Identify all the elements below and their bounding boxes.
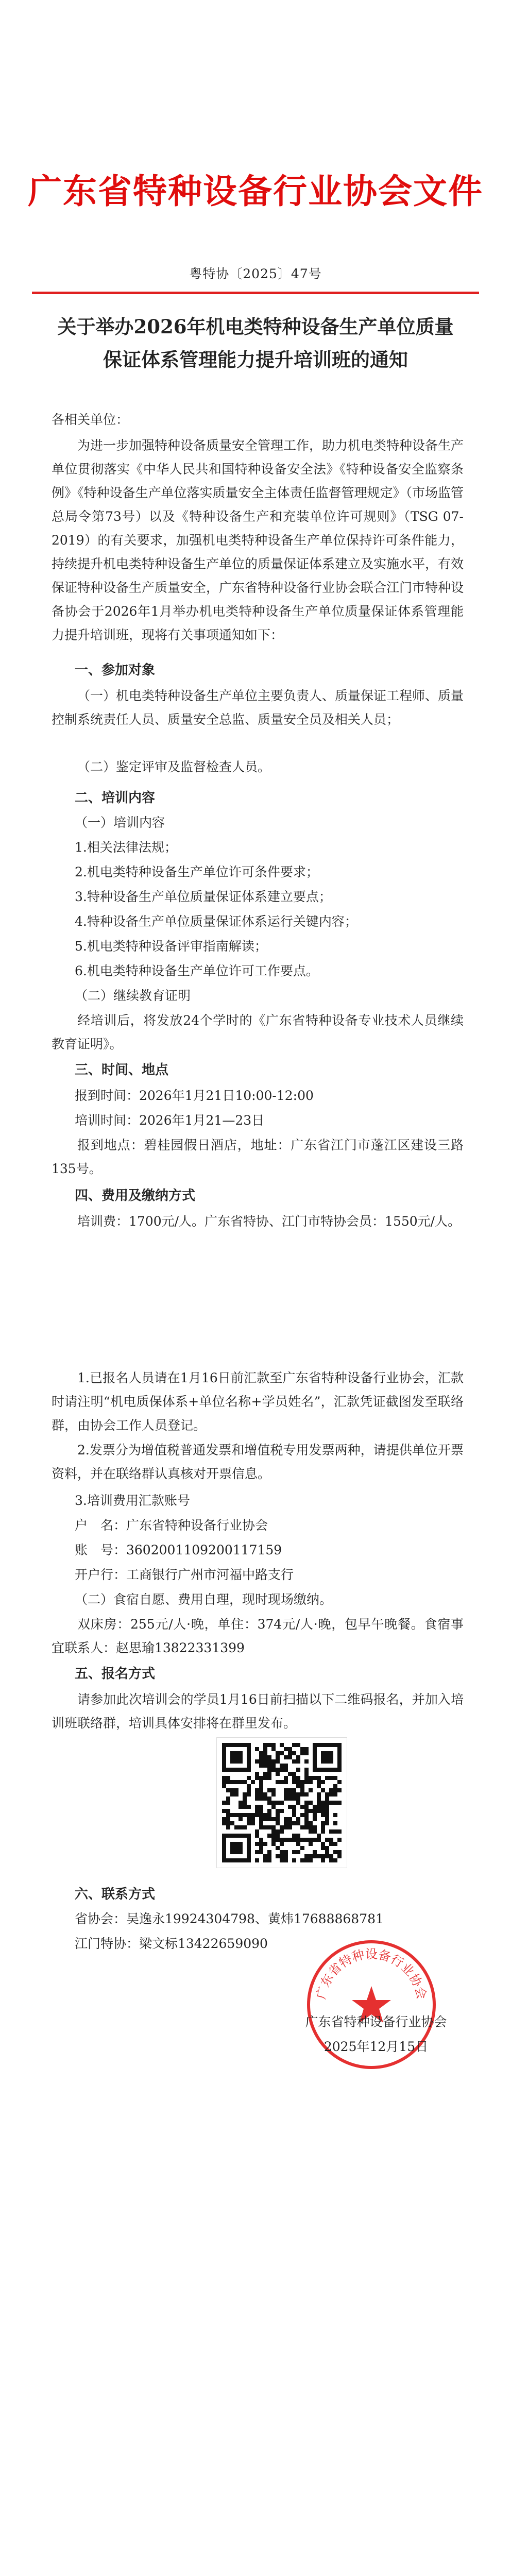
signature-date: 2025年12月15日: [323, 2039, 429, 2054]
content-subheading: （一）培训内容: [75, 815, 165, 830]
certificate-text: 经培训后，将发放24个学时的《广东省特种设备专业技术人员继续教育证明》。: [52, 1013, 464, 1052]
content-item-3: 3.特种设备生产单位质量保证体系建立要点；: [75, 889, 332, 904]
red-divider: [32, 292, 479, 294]
registration-text: 请参加此次培训会的学员1月16日前扫描以下二维码报名，并加入培训班联络群，培训具体安排将在群里发布。: [52, 1692, 464, 1731]
bank-account-name: 户 名：广东省特种设备行业协会: [75, 1518, 268, 1533]
content-item-1: 1.相关法律法规；: [75, 840, 177, 855]
content-item-5: 5.机电类特种设备评审指南解读；: [75, 939, 267, 954]
issuer-header: 广东省特种设备行业协会文件: [28, 172, 483, 211]
section-heading-time-place: 三、时间、地点: [75, 1062, 169, 1078]
content-item-6: 6.机电类特种设备生产单位许可工作要点。: [75, 963, 319, 978]
section-heading-content: 二、培训内容: [75, 790, 156, 806]
content-item-2: 2.机电类特种设备生产单位许可条件要求；: [75, 865, 319, 879]
payment-note-3: 3.培训费用汇款账号: [75, 1493, 190, 1508]
section-heading-fees: 四、费用及缴纳方式: [75, 1188, 196, 1204]
lodging-subheading: （二）食宿自愿、费用自理，现时现场缴纳。: [75, 1592, 333, 1607]
registration-qr-code[interactable]: [216, 1737, 347, 1868]
report-location: 报到地点：碧桂园假日酒店，地址：广东省江门市蓬江区建设三路135号。: [52, 1138, 464, 1176]
section-heading-registration: 五、报名方式: [75, 1666, 156, 1682]
payment-note-2: 2.发票分为增值税普通发票和增值税专用发票两种，请提供单位开票资料，并在联络群认真核对开票信息。: [52, 1443, 464, 1481]
document-title: [0, 310, 511, 376]
content-item-4: 4.特种设备生产单位质量保证体系运行关键内容；: [75, 914, 357, 929]
section-heading-participants: 一、参加对象: [75, 663, 156, 678]
training-time: 培训时间：2026年1月21—23日: [75, 1113, 265, 1128]
title-line-1: 关于举办2026年机电类特种设备生产单位质量: [57, 315, 454, 338]
bank-name: 开户行：工商银行广州市河福中路支行: [75, 1567, 294, 1582]
certificate-subheading: （二）继续教育证明: [75, 988, 191, 1003]
signature-org: 广东省特种设备行业协会: [305, 2014, 447, 2029]
contact-jiangmen: 江门特协：梁文标13422659090: [75, 1936, 268, 1951]
intro-paragraph: 为进一步加强特种设备质量安全管理工作，助力机电类特种设备生产单位贯彻落实《中华人民共和国特种设备安全法》《特种设备安全监察条例》《特种设备生产单位落实质量安全主体责任监督管理规定》（市场监管总局令第73号）以及《特种设备生产和充装单位许可规则》（TSG 07-2019）的有关要求，加强机电类特种设备生产单位保持许可条件能力，持续提升机电类特种设备生产单位的质量保证体系建立及实施水平，有效保证特种设备生产质量安全，广东省特种设备行业协会联合江门市特种设备协会于2026年1月举办机电类特种设备生产单位质量保证体系管理能力提升培训班，现将有关事项通知如下：: [52, 438, 464, 642]
section-heading-contacts: 六、联系方式: [75, 1887, 156, 1902]
document-number: 粤特协〔2025〕47号: [189, 266, 322, 281]
lodging-text: 双床房：255元/人·晚，单住：374元/人·晚，包早午晚餐。食宿事宜联系人：赵思瑜13822331399: [52, 1617, 464, 1655]
salutation: 各相关单位：: [52, 412, 129, 427]
contact-provincial: 省协会：吴逸永19924304798、黄炜17688868781: [75, 1911, 384, 1926]
payment-note-1: 1.已报名人员请在1月16日前汇款至广东省特种设备行业协会，汇款时请注明“机电质保体系+单位名称+学员姓名”，汇款凭证截图发至联络群，由协会工作人员登记。: [52, 1370, 464, 1433]
participants-item-1: （一）机电类特种设备生产单位主要负责人、质量保证工程师、质量控制系统责任人员、质量安全总监、质量安全员及相关人员；: [52, 688, 464, 727]
title-line-2: 保证体系管理能力提升培训班的通知: [103, 348, 408, 371]
participants-item-2: （二）鉴定评审及监督检查人员。: [77, 759, 271, 774]
seal-text: 广东省特种设备行业协会: [314, 1947, 429, 2001]
bank-account-number: 账 号：3602001109200117159: [75, 1543, 282, 1557]
report-time: 报到时间：2026年1月21日10:00-12:00: [75, 1088, 314, 1103]
fee-text: 培训费：1700元/人。广东省特协、江门市特协会员：1550元/人。: [77, 1214, 461, 1229]
